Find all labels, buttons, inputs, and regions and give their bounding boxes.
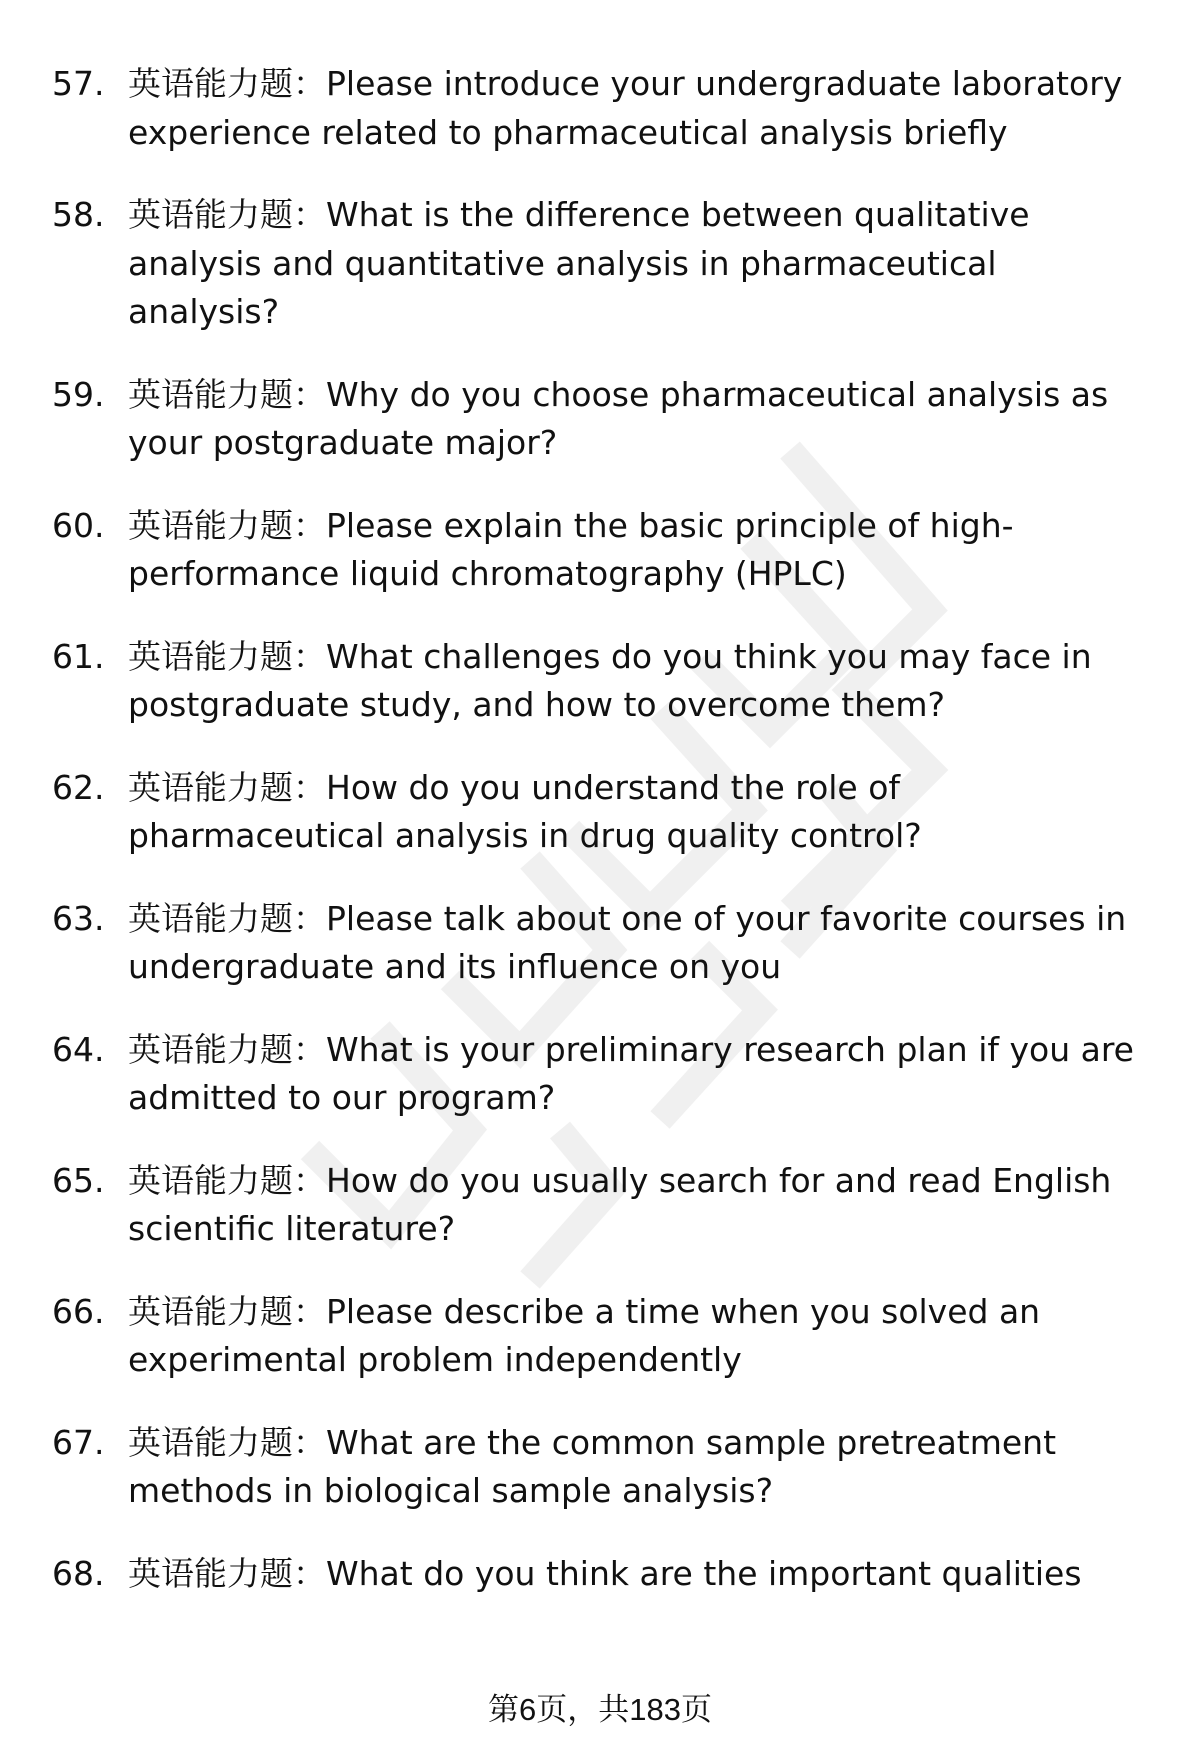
question-number: 59. [52, 374, 105, 414]
question-body [128, 764, 1158, 861]
question-tag: 英语能力题： [128, 767, 326, 807]
question-number: 58. [52, 195, 105, 234]
question-tag: 英语能力题： [128, 1160, 326, 1200]
question-tag: 英语能力题： [128, 1029, 326, 1069]
question-number: 61. [52, 636, 105, 676]
question-body [128, 1157, 1158, 1254]
question-text: Please describe a time when you solved an experimental problem independently [128, 1291, 1041, 1379]
question-tag: 英语能力题： [128, 898, 326, 938]
question-number: 57. [52, 64, 105, 103]
question-body [128, 1550, 1158, 1599]
question-text: What do you think are the important qualities [326, 1553, 1082, 1593]
question-text: Please talk about one of your favorite courses in undergraduate and its influence on you [128, 898, 1127, 986]
question-tag: 英语能力题： [128, 1291, 326, 1331]
question-text: What is your preliminary research plan if you are admitted to our program? [128, 1029, 1134, 1117]
question-text: How do you understand the role of pharmaceutical analysis in drug quality control? [128, 767, 922, 855]
question-text: What is the difference between qualitative analysis and quantitative analysis in pharmaceutical analysis? [128, 195, 1030, 331]
question-item [0, 371, 1200, 468]
question-body [128, 60, 1158, 157]
question-number: 65. [52, 1160, 105, 1200]
question-body [128, 633, 1158, 730]
question-text: What are the common sample pretreatment methods in biological sample analysis? [128, 1422, 1057, 1510]
question-item [0, 1419, 1200, 1516]
question-tag: 英语能力题： [128, 636, 326, 676]
question-body [128, 1419, 1158, 1516]
question-tag: 英语能力题： [128, 195, 326, 234]
question-item [0, 1157, 1200, 1254]
question-item [0, 633, 1200, 730]
question-number: 60. [52, 505, 105, 545]
question-tag: 英语能力题： [128, 374, 326, 414]
question-item [0, 895, 1200, 992]
question-tag: 英语能力题： [128, 1422, 326, 1462]
question-tag: 英语能力题： [128, 64, 326, 103]
question-tag: 英语能力题： [128, 1553, 326, 1593]
question-item [0, 1288, 1200, 1385]
question-body [128, 895, 1158, 992]
question-number: 62. [52, 767, 105, 807]
question-list [0, 60, 1200, 1632]
question-body [128, 191, 1158, 337]
question-text: Why do you choose pharmaceutical analysis as your postgraduate major? [128, 374, 1109, 462]
question-body [128, 1026, 1158, 1123]
question-item [0, 191, 1200, 337]
question-tag: 英语能力题： [128, 505, 326, 545]
question-number: 64. [52, 1029, 105, 1069]
question-item [0, 1026, 1200, 1123]
question-body [128, 371, 1158, 468]
question-body [128, 1288, 1158, 1385]
question-number: 67. [52, 1422, 105, 1462]
question-number: 66. [52, 1291, 105, 1331]
question-item [0, 60, 1200, 157]
question-text: Please explain the basic principle of high-performance liquid chromatography (HPLC) [128, 505, 1014, 593]
question-text: What challenges do you think you may face in postgraduate study, and how to overcome them? [128, 636, 1092, 724]
question-number: 68. [52, 1553, 105, 1593]
question-body [128, 502, 1158, 599]
question-text: How do you usually search for and read English scientific literature? [128, 1160, 1112, 1248]
question-text: Please introduce your undergraduate laboratory experience related to pharmaceutical analysis briefly [128, 64, 1123, 152]
question-item [0, 1550, 1200, 1599]
question-item [0, 764, 1200, 861]
question-item [0, 502, 1200, 599]
question-number: 63. [52, 898, 105, 938]
page-indicator: 第6页，共183页 [488, 1692, 712, 1727]
